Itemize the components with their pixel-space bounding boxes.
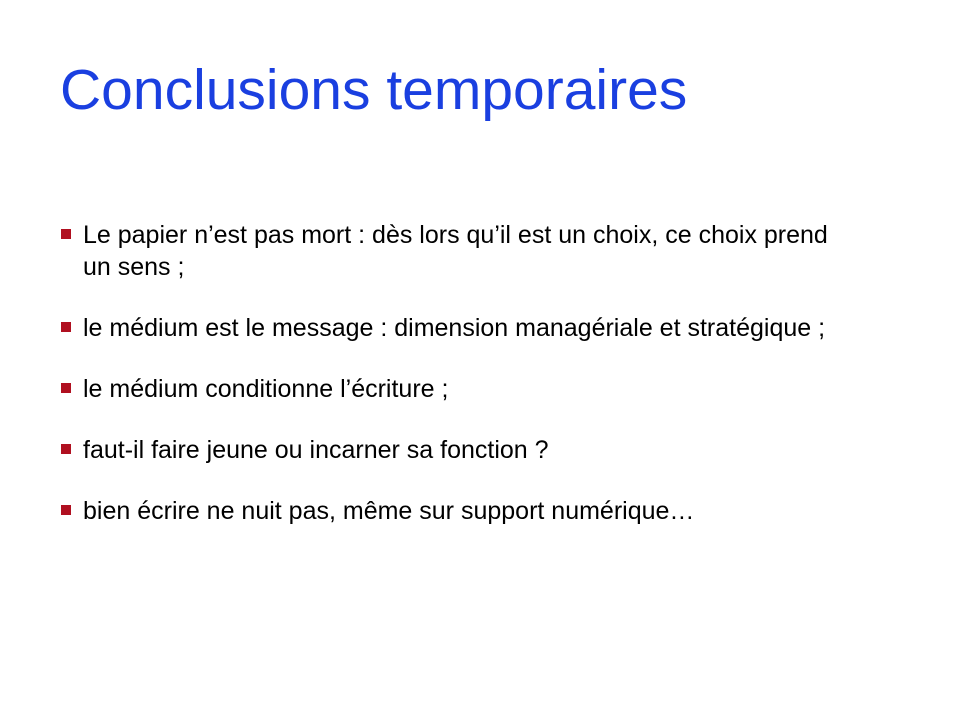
square-bullet-icon — [61, 322, 71, 332]
square-bullet-icon — [61, 383, 71, 393]
bullet-text: le médium est le message : dimension managériale et stratégique ; — [83, 314, 826, 342]
slide-title: Conclusions temporaires — [60, 58, 688, 122]
bullet-item — [60, 219, 860, 283]
bullet-item — [60, 434, 860, 466]
square-bullet-icon — [61, 505, 71, 515]
bullet-text: le médium conditionne l’écriture ; — [83, 375, 449, 403]
bullet-item — [60, 495, 860, 527]
bullet-item — [60, 312, 860, 344]
bullet-item — [60, 373, 860, 405]
bullet-list — [60, 219, 860, 556]
square-bullet-icon — [61, 444, 71, 454]
bullet-text: bien écrire ne nuit pas, même sur support numérique… — [83, 497, 695, 525]
square-bullet-icon — [61, 229, 71, 239]
bullet-text: faut-il faire jeune ou incarner sa fonction ? — [83, 436, 549, 464]
bullet-text: Le papier n’est pas mort : dès lors qu’il est un choix, ce choix prend un sens ; — [83, 221, 828, 281]
